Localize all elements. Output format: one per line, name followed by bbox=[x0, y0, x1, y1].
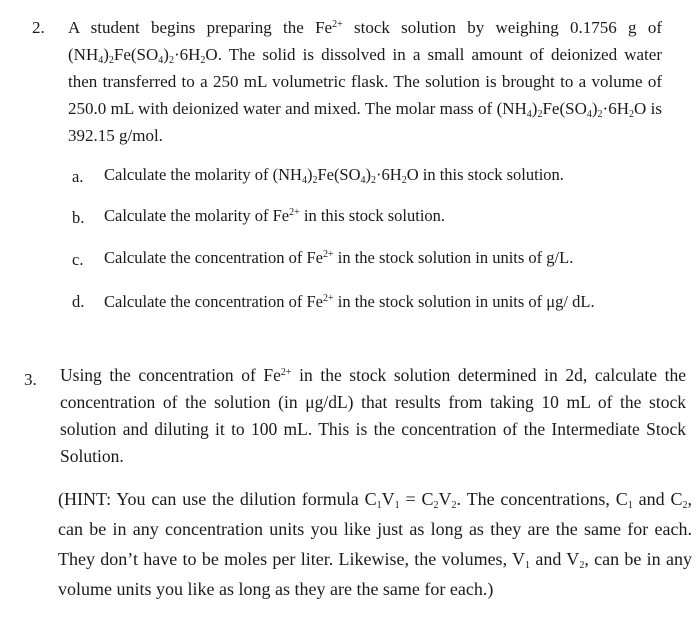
part-b-letter: b. bbox=[72, 208, 85, 227]
hint-text: (HINT: You can use the dilution formula $C_1V_1 = C_2V_2$. The concentrations, $C_1$ and $C_2$, can be in any concentration units you like just as long as they are the same for each. They don’t have to be moles per liter. Likewise, the volumes, $V_1$ and $V_2$, can be in any volume units you like as long as they are the same for each.) bbox=[58, 489, 692, 599]
part-d-text: Calculate the concentration of $Fe^{2+}$ in the stock solution in units of μg/ dL. bbox=[104, 292, 595, 311]
part-a-letter: a. bbox=[72, 167, 84, 186]
part-c-letter: c. bbox=[72, 250, 84, 269]
problem-2-number: 2. bbox=[32, 18, 45, 37]
part-d-letter: d. bbox=[72, 292, 85, 311]
problem-3-text: Using the concentration of $Fe^{2+}$ in the stock solution determined in 2d, calculate the concentration of the solution (in μg/dL) that results from taking 10 mL of the stock solution and diluting it to 100 mL. This is the concentration of the Intermediate Stock Solution. bbox=[60, 365, 686, 466]
part-b-text: Calculate the molarity of $Fe^{2+}$ in this stock solution. bbox=[104, 206, 446, 225]
part-a-text: Calculate the molarity of $(NH_4)_2Fe(SO_4)_2\cdot 6H_2O$ in this stock solution. bbox=[104, 165, 564, 186]
problem-2-text: A student begins preparing the $Fe^{2+}$ stock solution by weighing 0.1756 g of $(NH_4)_2Fe(SO_4)_2\cdot 6H_2O$. The solid is dissolved in a small amount of deionized water then transferred to a 250 mL volumetric flask. The solution is brought to a volume of 250.0 mL with deionized water and mixed. The molar mass of $(NH_4)_2Fe(SO_4)_2\cdot 6H_2O$ is 392.15 g/mol. bbox=[68, 18, 662, 145]
problem-3-number: 3. bbox=[24, 370, 37, 389]
part-c-text: Calculate the concentration of $Fe^{2+}$ in the stock solution in units of g/L. bbox=[104, 248, 574, 267]
